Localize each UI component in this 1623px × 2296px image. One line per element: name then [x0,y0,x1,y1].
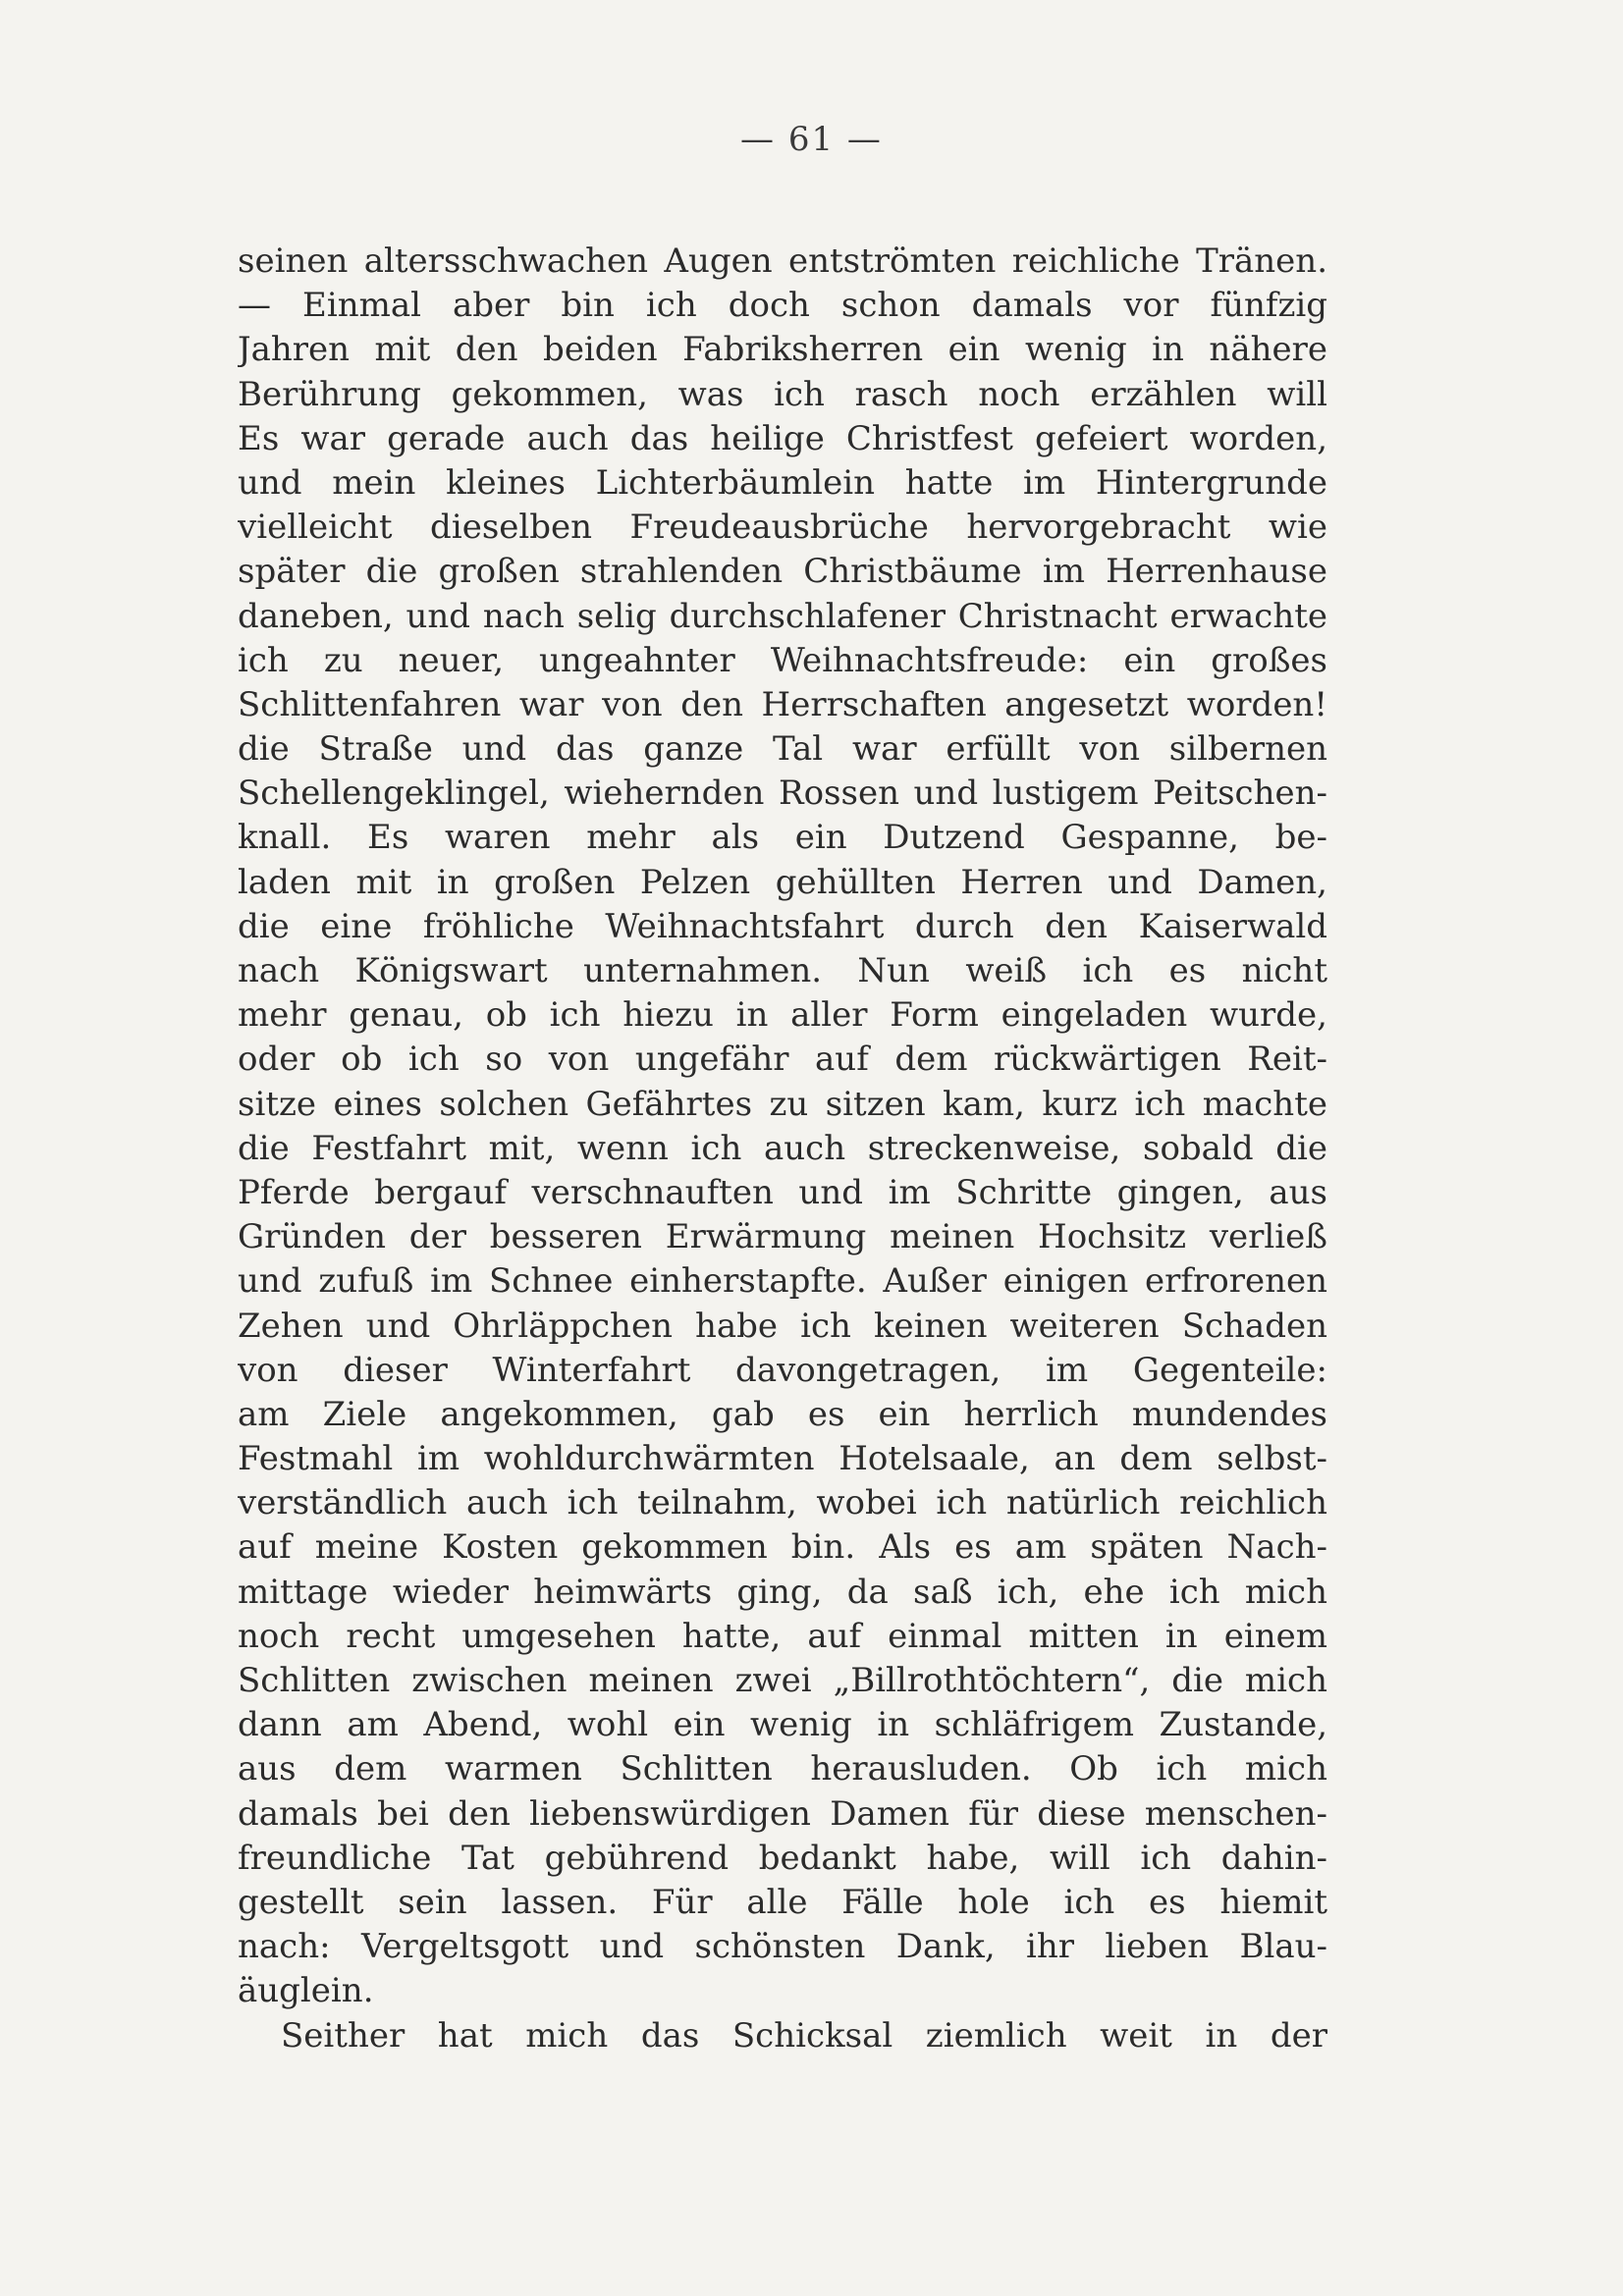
text-line: sitze eines solchen Gefährtes zu sitzen kam, kurz ich machte [238,1084,1327,1124]
text-line: später die großen strahlenden Christbäume im Herrenhause [238,552,1327,592]
text-line: — Einmal aber bin ich doch schon damals vor fünfzig [238,286,1327,326]
text-line: und mein kleines Lichterbäumlein hatte im Hintergrunde [238,462,1327,503]
text-line: mehr genau, ob ich hiezu in aller Form eingeladen wurde, [238,995,1327,1036]
text-line: Festmahl im wohldurchwärmten Hotelsaale, an dem selbst- [238,1439,1327,1479]
text-line: freundliche Tat gebührend bedankt habe, will ich dahin- [238,1838,1327,1878]
text-line: von dieser Winterfahrt davongetragen, im Gegenteile: [238,1350,1327,1390]
text-line: Es war gerade auch das heilige Christfest gefeiert worden, [238,418,1327,458]
text-line: gestellt sein lassen. Für alle Fälle hole ich es hiemit [238,1882,1327,1922]
text-line: laden mit in großen Pelzen gehüllten Herren und Damen, [238,862,1327,902]
text-line: seinen altersschwachen Augen entströmten reichliche Tränen. [238,241,1327,281]
text-line: Jahren mit den beiden Fabriksherren ein wenig in nähere [238,330,1327,370]
text-line: aus dem warmen Schlitten herausluden. Ob ich mich [238,1749,1327,1789]
text-line: oder ob ich so von ungefähr auf dem rückwärtigen Reit- [238,1040,1327,1080]
text-line: Schlittenfahren war von den Herrschaften angesetzt worden! [238,684,1327,724]
text-line: daneben, und nach selig durchschlafener Christnacht erwachte [238,596,1327,636]
text-line: dann am Abend, wohl ein wenig in schläfrigem Zustande, [238,1705,1327,1745]
page-number: — 61 — [740,120,883,159]
text-line: Pferde bergauf verschnauften und im Schritte gingen, aus [238,1172,1327,1212]
text-line: noch recht umgesehen hatte, auf einmal mitten in einem [238,1616,1327,1656]
text-line: Gründen der besseren Erwärmung meinen Hochsitz verließ [238,1217,1327,1257]
body-text [238,240,1327,2058]
text-line: mittage wieder heimwärts ging, da saß ich, ehe ich mich [238,1572,1327,1612]
text-line: verständlich auch ich teilnahm, wobei ich natürlich reichlich [238,1483,1327,1523]
text-line: vielleicht dieselben Freudeausbrüche hervorgebracht wie [238,507,1327,548]
text-line: Berührung gekommen, was ich rasch noch erzählen will [238,374,1327,414]
text-line: am Ziele angekommen, gab es ein herrlich mundendes [238,1394,1327,1434]
text-line: ich zu neuer, ungeahnter Weihnachtsfreude: ein großes [238,640,1327,680]
text-line: Seither hat mich das Schicksal ziemlich weit in der [281,2015,1327,2056]
text-line: Zehen und Ohrläppchen habe ich keinen weiteren Schaden [238,1306,1327,1346]
text-line: nach: Vergeltsgott und schönsten Dank, ihr lieben Blau- [238,1927,1327,1967]
text-line: knall. Es waren mehr als ein Dutzend Gespanne, be- [238,818,1327,858]
text-line: auf meine Kosten gekommen bin. Als es am späten Nach- [238,1527,1327,1568]
text-line: die eine fröhliche Weihnachtsfahrt durch den Kaiserwald [238,906,1327,946]
text-line: die Straße und das ganze Tal war erfüllt von silbernen [238,729,1327,770]
text-line: äuglein. [238,1971,374,2011]
text-line: nach Königswart unternahmen. Nun weiß ich es nicht [238,951,1327,990]
text-line: Schellengeklingel, wiehernden Rossen und lustigem Peitschen- [238,774,1327,814]
text-line: Schlitten zwischen meinen zwei „Billrothtöchtern“, die mich [238,1661,1327,1700]
text-line: damals bei den liebenswürdigen Damen für diese menschen- [238,1793,1327,1834]
text-line: die Festfahrt mit, wenn ich auch streckenweise, sobald die [238,1128,1327,1168]
text-line: und zufuß im Schnee einherstapfte. Außer einigen erfrorenen [238,1261,1327,1302]
